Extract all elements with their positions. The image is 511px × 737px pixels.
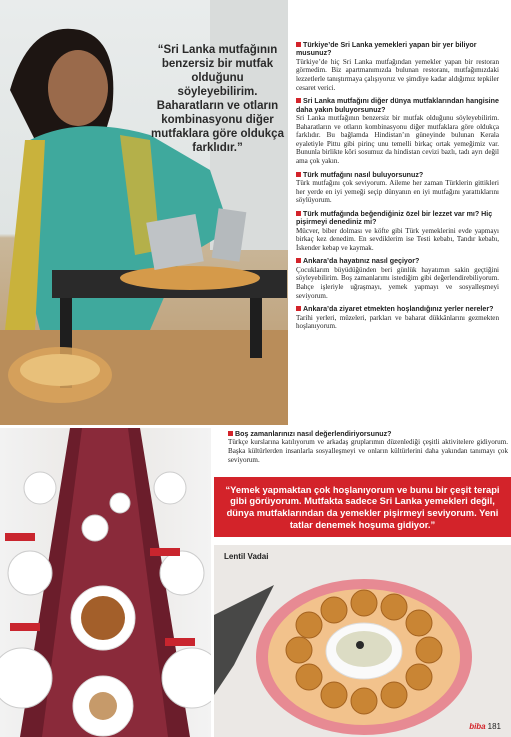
red-quote-text: “Yemek yapmaktan çok hoşlanıyorum ve bunu bir çeşit terapi gibi görüyorum. Mutfakta sadece Sri Lanka yemekleri değil, dünya mutfaklarından da yemekler pişirmeyi seviyorum. Yeni tatlar denemek hoşuma gidiyor.”	[225, 483, 500, 530]
question	[296, 171, 499, 179]
question-text: Boş zamanlarınızı nasıl değerlendiriyorsunuz?	[235, 430, 392, 438]
answer: Tarihi yerleri, müzeleri, parkları ve baharat dükkânlarını gezmekten hoşlanıyorum.	[296, 313, 499, 331]
interview-wide	[228, 430, 508, 469]
bullet-square-icon	[296, 258, 301, 263]
table-setting-illustration	[0, 428, 211, 737]
question	[296, 97, 499, 114]
question-text: Ankara’da hayatınız nasıl geçiyor?	[303, 257, 420, 266]
question	[228, 430, 508, 438]
question-text: Türk mutfağında beğendiğiniz özel bir lezzet var mı? Hiç pişirmeyi denediniz mi?	[296, 209, 493, 227]
answer: Çocuklarım büyüdüğünden beri günlük hayatımın sakin geçtiğini söyleyebilirim. Boş zamanlarımı istediğim gibi değerlendirebiliyorum. Bahçe işleriyle uğraşmayı, yemek yapmayı ve sosyalleşmeyi seviyorum.	[296, 265, 499, 300]
red-pull-quote	[214, 477, 511, 537]
answer: Türkçe kurslarına katılıyorum ve arkadaş gruplarımın düzenlediği çeşitli aktivitelere gidiyorum. Başka kültürlerden insanlarla sosyalleşmeyi ve onların kültürlerini daha yakından tanımayı çok seviyorum.	[228, 438, 508, 464]
answer: Mücver, biber dolması ve köfte gibi Türk yemeklerini evde yapmayı birkaç kez denedim. En sevdiklerim ise Testi kebabı, Tandır kebabı, İskender kebap ve kaymak.	[296, 226, 499, 252]
bullet-square-icon	[296, 211, 301, 216]
lentil-vadai-photo	[214, 545, 511, 737]
answer: Türkiye’de hiç Sri Lanka mutfağından yemekler yapan bir restoran görmedim. Biz apartmanımızda bulunan restoranı, mutfağımızdaki lezzetlerle tanıştırmaya çalışıyoruz ve şimdiye kadar aldığımız tepkiler cesaret verici.	[296, 57, 499, 92]
question	[296, 305, 499, 313]
question	[296, 257, 499, 265]
question-text: Türkiye’de Sri Lanka yemekleri yapan bir yer biliyor musunuz?	[296, 41, 477, 58]
question-text: Sri Lanka mutfağını diğer dünya mutfaklarından hangisine daha yakın buluyorsunuz?	[296, 97, 499, 114]
interview-column	[296, 41, 499, 336]
magazine-logo: biba	[469, 722, 486, 731]
pull-quote: “Sri Lanka mutfağının benzersiz bir mutfak olduğunu söyleyebilirim. Baharatların ve otların kombinasyonu diğer mutfaklara göre oldukça farklıdır.”	[151, 44, 284, 154]
bullet-square-icon	[296, 172, 301, 177]
dish-label: Lentil Vadai	[224, 552, 269, 561]
question-text: Ankara’da ziyaret etmekten hoşlandığınız yerler nereler?	[303, 305, 494, 314]
bullet-square-icon	[228, 431, 233, 436]
page-footer	[469, 722, 501, 731]
table-setting-photo	[0, 428, 211, 737]
lentil-vadai-illustration	[214, 545, 511, 737]
bullet-square-icon	[296, 306, 301, 311]
question-text: Türk mutfağını nasıl buluyorsunuz?	[303, 170, 424, 179]
page-number: 181	[487, 722, 501, 731]
question	[296, 41, 499, 58]
bullet-square-icon	[296, 98, 301, 103]
bullet-square-icon	[296, 42, 301, 47]
answer: Sri Lanka mutfağının benzersiz bir mutfak olduğunu söyleyebilirim. Baharatların ve otların kombinasyonu diğer mutfaklara göre oldukça farklıdır. Bu bağlamda Hindistan’ın güneyinde bulunan Kerala eyaletiyle Pittu gibi pirinç unu temelli birkaç ortak yemeğimiz var. Bununla birlikte kõri sosumuz da hindistan cevizi bazlı, tadı ayrı değil ama çok yakın.	[296, 114, 499, 165]
question	[296, 210, 499, 227]
answer: Türk mutfağını çok seviyorum. Aileme her zaman Türklerin gittikleri her yerde en iyi yemeği seçip dünyanın en iyi mutfağını yarattıklarını söylüyorum.	[296, 178, 499, 205]
